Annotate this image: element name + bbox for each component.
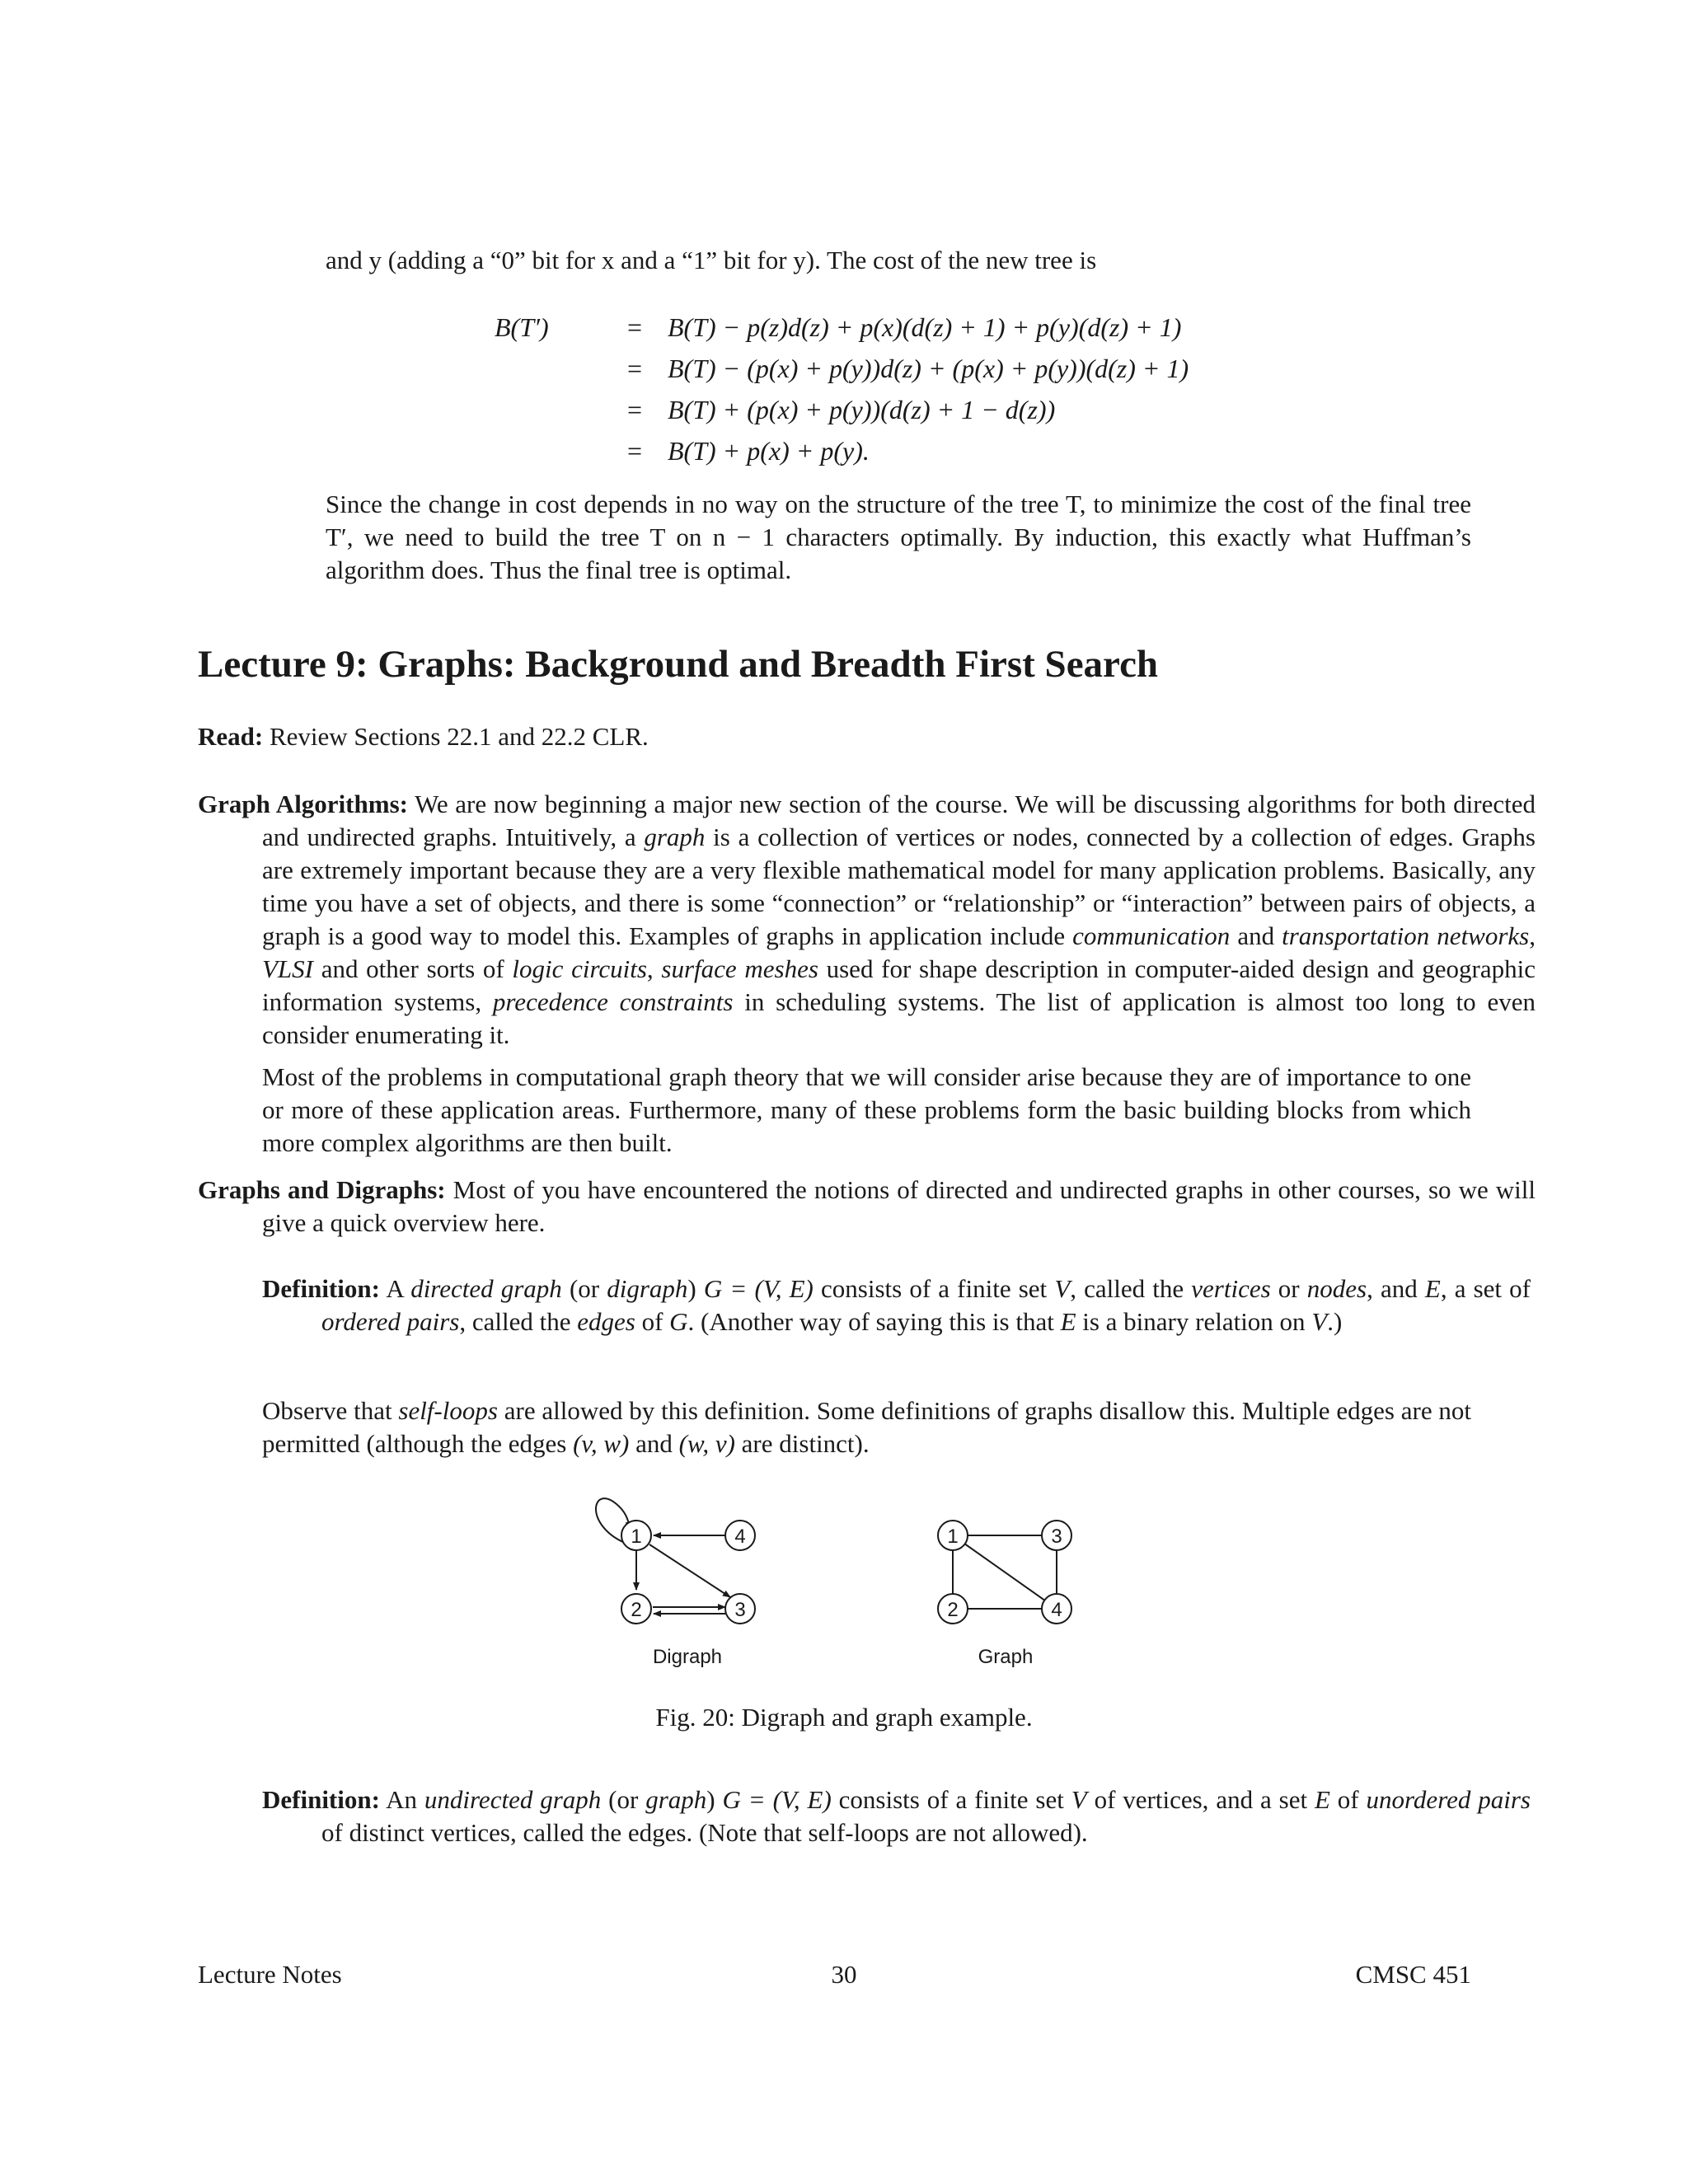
- page-number: 30: [831, 1960, 857, 1989]
- math: G = (V, E): [722, 1785, 832, 1814]
- emphasis: undirected graph: [424, 1785, 602, 1814]
- graph-algorithms-paragraph: [198, 788, 1536, 1052]
- text-run: and: [629, 1429, 679, 1458]
- text-run: (or: [561, 1274, 607, 1303]
- read-text: Review Sections 22.1 and 22.2 CLR.: [263, 722, 649, 751]
- read-paragraph: [198, 720, 1471, 753]
- text-run: of: [635, 1307, 670, 1336]
- emphasis: vertices: [1191, 1274, 1271, 1303]
- text-run: of: [1329, 1785, 1367, 1814]
- text-run: is a collection of vertices or nodes, connected by a collection of edges. Graphs are extremely important because they are a very flexible mathematical model for many application problems. Basically, any time you have a set of objects, and there is some “connection” or “relationship” or “interaction” between pairs of objects, a graph is a good way to model this. Examples of graphs in application include: [262, 823, 1536, 950]
- digraph-node-label: 3: [734, 1599, 746, 1621]
- emphasis: nodes: [1306, 1274, 1367, 1303]
- intro-paragraph: [326, 244, 1471, 277]
- intro-text: and y (adding a “0” bit for x and a “1” bit for y). The cost of the new tree is: [326, 246, 1097, 274]
- equation-relation: =: [626, 312, 643, 342]
- text-run: consists of a finite set: [831, 1785, 1071, 1814]
- undirected-graph-definition: [262, 1783, 1531, 1849]
- text-run: A: [379, 1274, 411, 1303]
- text-run: , a set of: [1440, 1274, 1531, 1303]
- text-run: and other sorts of: [313, 954, 513, 983]
- optimality-paragraph: [326, 488, 1471, 587]
- graphs-digraphs-paragraph: [198, 1174, 1536, 1240]
- computational-text: Most of the problems in computational graph theory that we will consider arise because they are of importance to one or more of these application areas. Furthermore, many of these problems form the basic building blocks from which more complex algorithms are then built.: [262, 1062, 1471, 1157]
- text-run: Observe that: [262, 1396, 399, 1425]
- text-run: in scheduling systems. The list of application is almost too long to even consider enumerating it.: [262, 987, 1536, 1049]
- text-run: ,: [1529, 921, 1536, 950]
- text-run: .): [1327, 1307, 1343, 1336]
- digraph-label: Digraph: [652, 1646, 723, 1668]
- emphasis: communication: [1072, 921, 1231, 950]
- emphasis: unordered pairs: [1366, 1785, 1531, 1814]
- emphasis: graph: [644, 823, 706, 851]
- math: V: [1071, 1785, 1087, 1814]
- computational-paragraph: [262, 1061, 1471, 1160]
- digraph-node-label: 2: [631, 1599, 642, 1621]
- equation-rhs: B(T) − p(z)d(z) + p(x)(d(z) + 1) + p(y)(d(z) + 1): [668, 312, 1182, 342]
- figure-caption: Fig. 20: Digraph and graph example.: [655, 1703, 1033, 1732]
- text-run: ): [687, 1274, 704, 1303]
- emphasis: precedence constraints: [492, 987, 734, 1016]
- math: G = (V, E): [703, 1274, 814, 1303]
- math: V: [1311, 1307, 1328, 1336]
- digraph-node-label: 1: [631, 1526, 642, 1548]
- text-run: and: [1230, 921, 1282, 950]
- math: V: [1054, 1274, 1071, 1303]
- emphasis: graph: [645, 1785, 707, 1814]
- self-loops-paragraph: [262, 1394, 1471, 1460]
- graph-edge: [953, 1535, 1057, 1609]
- text-run: used for shape description in computer-aided design and geographic information systems,: [262, 954, 1536, 1016]
- footer-right: CMSC 451: [1355, 1960, 1471, 1989]
- emphasis: digraph: [607, 1274, 688, 1303]
- equation-relation: =: [626, 354, 643, 383]
- emphasis: self-loops: [398, 1396, 498, 1425]
- digraph-graph-figure: [577, 1483, 1104, 1681]
- text-run: . (Another way of saying this is that: [687, 1307, 1061, 1336]
- digraph-edge: [649, 1544, 730, 1597]
- text-run: are allowed by this definition. Some definitions of graphs disallow this. Multiple edges are not permitted (although the edges: [262, 1396, 1471, 1458]
- text-run: ,: [646, 954, 662, 983]
- math: E: [1314, 1785, 1330, 1814]
- graph-label: Graph: [978, 1646, 1034, 1668]
- math: E: [1060, 1307, 1076, 1336]
- text-run: , called the: [1070, 1274, 1192, 1303]
- emphasis: logic circuits: [512, 954, 647, 983]
- text-run: An: [379, 1785, 424, 1814]
- section-title: Lecture 9: Graphs: Background and Breadth First Search: [198, 643, 1159, 686]
- math: E: [1424, 1274, 1441, 1303]
- math: (v, w): [573, 1429, 630, 1458]
- math: G: [669, 1307, 688, 1336]
- graph-node-label: 4: [1051, 1599, 1062, 1621]
- optimality-text: Since the change in cost depends in no way on the structure of the tree T, to minimize the cost of the final tree T′, we need to build the tree T on n − 1 characters optimally. By induction, this exactly what Huffman’s algorithm does. Thus the final tree is optimal.: [326, 490, 1471, 584]
- graph-node-label: 2: [947, 1599, 959, 1621]
- text-run: We are now beginning a major new section of the course. We will be discussing algorithms for both directed and undirected graphs. Intuitively, a: [262, 790, 1536, 851]
- emphasis: transportation networks: [1282, 921, 1530, 950]
- equation-relation: =: [626, 436, 643, 466]
- text-run: consists of a finite set: [813, 1274, 1055, 1303]
- equation-relation: =: [626, 395, 643, 424]
- text-run: , and: [1367, 1274, 1425, 1303]
- directed-graph-definition: [262, 1272, 1531, 1338]
- text-run: (or: [601, 1785, 646, 1814]
- digraph-node-label: 4: [734, 1526, 746, 1548]
- text-run: are distinct).: [734, 1429, 870, 1458]
- math: (w, v): [678, 1429, 735, 1458]
- text-run: of distinct vertices, called the edges. (Note that self-loops are not allowed).: [321, 1818, 1088, 1847]
- footer-left: Lecture Notes: [198, 1960, 342, 1989]
- text-run: , called the: [459, 1307, 578, 1336]
- text-run: is a binary relation on: [1076, 1307, 1312, 1336]
- emphasis: VLSI: [262, 954, 313, 983]
- emphasis: edges: [577, 1307, 635, 1336]
- equation-rhs: B(T) + (p(x) + p(y))(d(z) + 1 − d(z)): [668, 395, 1056, 424]
- emphasis: directed graph: [410, 1274, 562, 1303]
- text-run: or: [1270, 1274, 1307, 1303]
- equation-lhs: B(T′): [495, 312, 549, 342]
- text-run: Most of you have encountered the notions of directed and undirected graphs in other courses, so we will give a quick overview here.: [262, 1175, 1536, 1237]
- definition-label: Definition:: [262, 1274, 380, 1303]
- graph-node-label: 3: [1051, 1526, 1062, 1548]
- graphs-digraphs-label: Graphs and Digraphs:: [198, 1175, 446, 1204]
- emphasis: surface meshes: [661, 954, 818, 983]
- graph-algorithms-label: Graph Algorithms:: [198, 790, 408, 818]
- digraph: [596, 1498, 755, 1624]
- read-label: Read:: [198, 722, 264, 751]
- graph-node-label: 1: [947, 1526, 959, 1548]
- equation-rhs: B(T) − (p(x) + p(y))d(z) + (p(x) + p(y))(d(z) + 1): [668, 354, 1189, 383]
- definition-label: Definition:: [262, 1785, 380, 1814]
- text-run: of vertices, and a set: [1086, 1785, 1315, 1814]
- text-run: ): [706, 1785, 723, 1814]
- equation-rhs: B(T) + p(x) + p(y).: [668, 436, 870, 466]
- emphasis: ordered pairs: [321, 1307, 460, 1336]
